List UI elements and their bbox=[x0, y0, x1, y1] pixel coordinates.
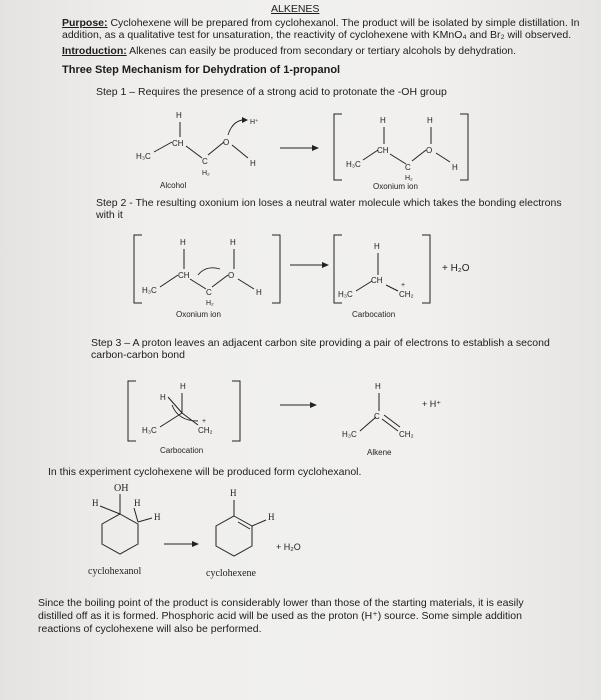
h3c-label: H₃C bbox=[136, 152, 151, 161]
experiment-line: In this experiment cyclohexene will be produced form cyclohexanol. bbox=[48, 466, 362, 478]
ch-label: CH bbox=[371, 276, 383, 285]
step1-text: Step 1 – Requires the presence of a strong acid to protonate the -OH group bbox=[96, 86, 447, 98]
mechanism-heading: Three Step Mechanism for Dehydration of 1-propanol bbox=[62, 64, 341, 76]
o-label: O bbox=[223, 138, 230, 147]
cyclohexene-structure bbox=[206, 488, 275, 579]
purpose-label: Purpose: bbox=[62, 17, 108, 29]
h-label: H bbox=[230, 238, 236, 247]
cyclohexanol-structure bbox=[88, 483, 161, 577]
h-label: H bbox=[256, 288, 262, 297]
h-label: H bbox=[268, 512, 275, 522]
intro-text: Alkenes can easily be produced from secondary or tertiary alcohols by dehydration. bbox=[129, 45, 517, 57]
h-label: H bbox=[452, 163, 458, 172]
step3-line-1: Step 3 – A proton leaves an adjacent carbon site providing a pair of electrons to establish a second bbox=[91, 337, 550, 349]
carbocation-label-3: Carbocation bbox=[160, 446, 204, 455]
alcohol-structure bbox=[136, 111, 259, 190]
o-label: O bbox=[228, 271, 235, 280]
purpose-line-1 bbox=[62, 17, 579, 29]
h-label: H bbox=[180, 238, 186, 247]
h-label: H bbox=[176, 111, 182, 120]
cyclohexanol-reaction bbox=[80, 478, 420, 586]
step3-line-2: carbon-carbon bond bbox=[91, 349, 185, 361]
step2-line-1: Step 2 - The resulting oxonium ion loses a neutral water molecule which takes the bonding electrons bbox=[96, 197, 562, 209]
alkene-structure bbox=[342, 382, 414, 457]
h-label: H bbox=[180, 382, 186, 391]
closing-line-3: reactions of cyclohexene will also be performed. bbox=[38, 623, 262, 635]
closing-line-1: Since the boiling point of the product is considerably lower than those of the starting materials, it is easily bbox=[38, 597, 524, 609]
plus-charge: + bbox=[202, 418, 207, 425]
h3c-label: H₃C bbox=[142, 426, 157, 435]
h-label: H bbox=[230, 488, 237, 498]
h-label: H bbox=[374, 242, 380, 251]
h-label: H bbox=[160, 393, 166, 402]
ch-label: CH bbox=[178, 271, 190, 280]
oh-label: OH bbox=[114, 483, 129, 494]
c-label: C bbox=[202, 157, 208, 166]
step1-diagram bbox=[120, 100, 500, 195]
c-label: C bbox=[206, 288, 212, 297]
plus-h: + H⁺ bbox=[422, 399, 442, 409]
step2-diagram bbox=[120, 225, 520, 325]
purpose-line-2: addition, as a qualitative test for unsaturation, the reactivity of cyclohexene with KMnO₄ and Br₂ will observed. bbox=[62, 29, 572, 41]
purpose-text: Cyclohexene will be prepared from cyclohexanol. The product will be isolated by simple distillation. In bbox=[110, 17, 580, 29]
h2-label: H₂ bbox=[405, 175, 413, 182]
h3c-label: H₃C bbox=[342, 430, 357, 439]
ch2-label: CH₂ bbox=[399, 290, 414, 299]
h3c-label: H₃C bbox=[338, 290, 353, 299]
intro-line bbox=[62, 45, 516, 57]
plus-charge: + bbox=[401, 282, 406, 289]
plus-water-rxn: + H₂O bbox=[276, 542, 301, 552]
cyclohexanol-label: cyclohexanol bbox=[88, 566, 142, 577]
h-label: H bbox=[92, 498, 99, 508]
h-label: H bbox=[250, 159, 256, 168]
cyclohexene-label: cyclohexene bbox=[206, 568, 256, 579]
alkene-label: Alkene bbox=[367, 448, 392, 457]
h-plus-label: H⁺ bbox=[250, 119, 259, 126]
h3c-label: H₃C bbox=[142, 286, 157, 295]
c-label: C bbox=[374, 412, 380, 421]
carbocation-structure-3 bbox=[128, 381, 240, 455]
h-label: H bbox=[154, 512, 161, 522]
plus-water: + H₂O bbox=[442, 263, 470, 274]
oxonium-label: Oxonium ion bbox=[373, 182, 418, 191]
o-label: O bbox=[426, 146, 433, 155]
h-label: H bbox=[380, 116, 386, 125]
h3c-label: H₃C bbox=[346, 160, 361, 169]
c-label: C bbox=[405, 163, 411, 172]
ch2-label: CH₂ bbox=[399, 430, 414, 439]
ch-label: CH bbox=[377, 146, 389, 155]
closing-line-2: distilled off as it is formed. Phosphoric acid will be used as the proton (H⁺) source. Some simple addition bbox=[38, 610, 522, 622]
doc-title: ALKENES bbox=[271, 3, 320, 15]
step3-diagram bbox=[120, 375, 520, 465]
h-label: H bbox=[375, 382, 381, 391]
h2-label: H₂ bbox=[202, 170, 210, 177]
h2-label: H₂ bbox=[206, 300, 214, 307]
step2-line-2: with it bbox=[96, 209, 123, 221]
ch2-label: CH₂ bbox=[198, 426, 213, 435]
oxonium-structure-2 bbox=[134, 235, 280, 319]
ch-label: CH bbox=[172, 139, 184, 148]
carbocation-structure bbox=[334, 235, 430, 319]
alcohol-label: Alcohol bbox=[160, 181, 187, 190]
oxonium-structure bbox=[334, 114, 468, 191]
carbocation-label: Carbocation bbox=[352, 310, 396, 319]
intro-label: Introduction: bbox=[62, 45, 127, 57]
h-label: H bbox=[134, 498, 141, 508]
h-label: H bbox=[427, 116, 433, 125]
oxonium-label-2: Oxonium ion bbox=[176, 310, 221, 319]
